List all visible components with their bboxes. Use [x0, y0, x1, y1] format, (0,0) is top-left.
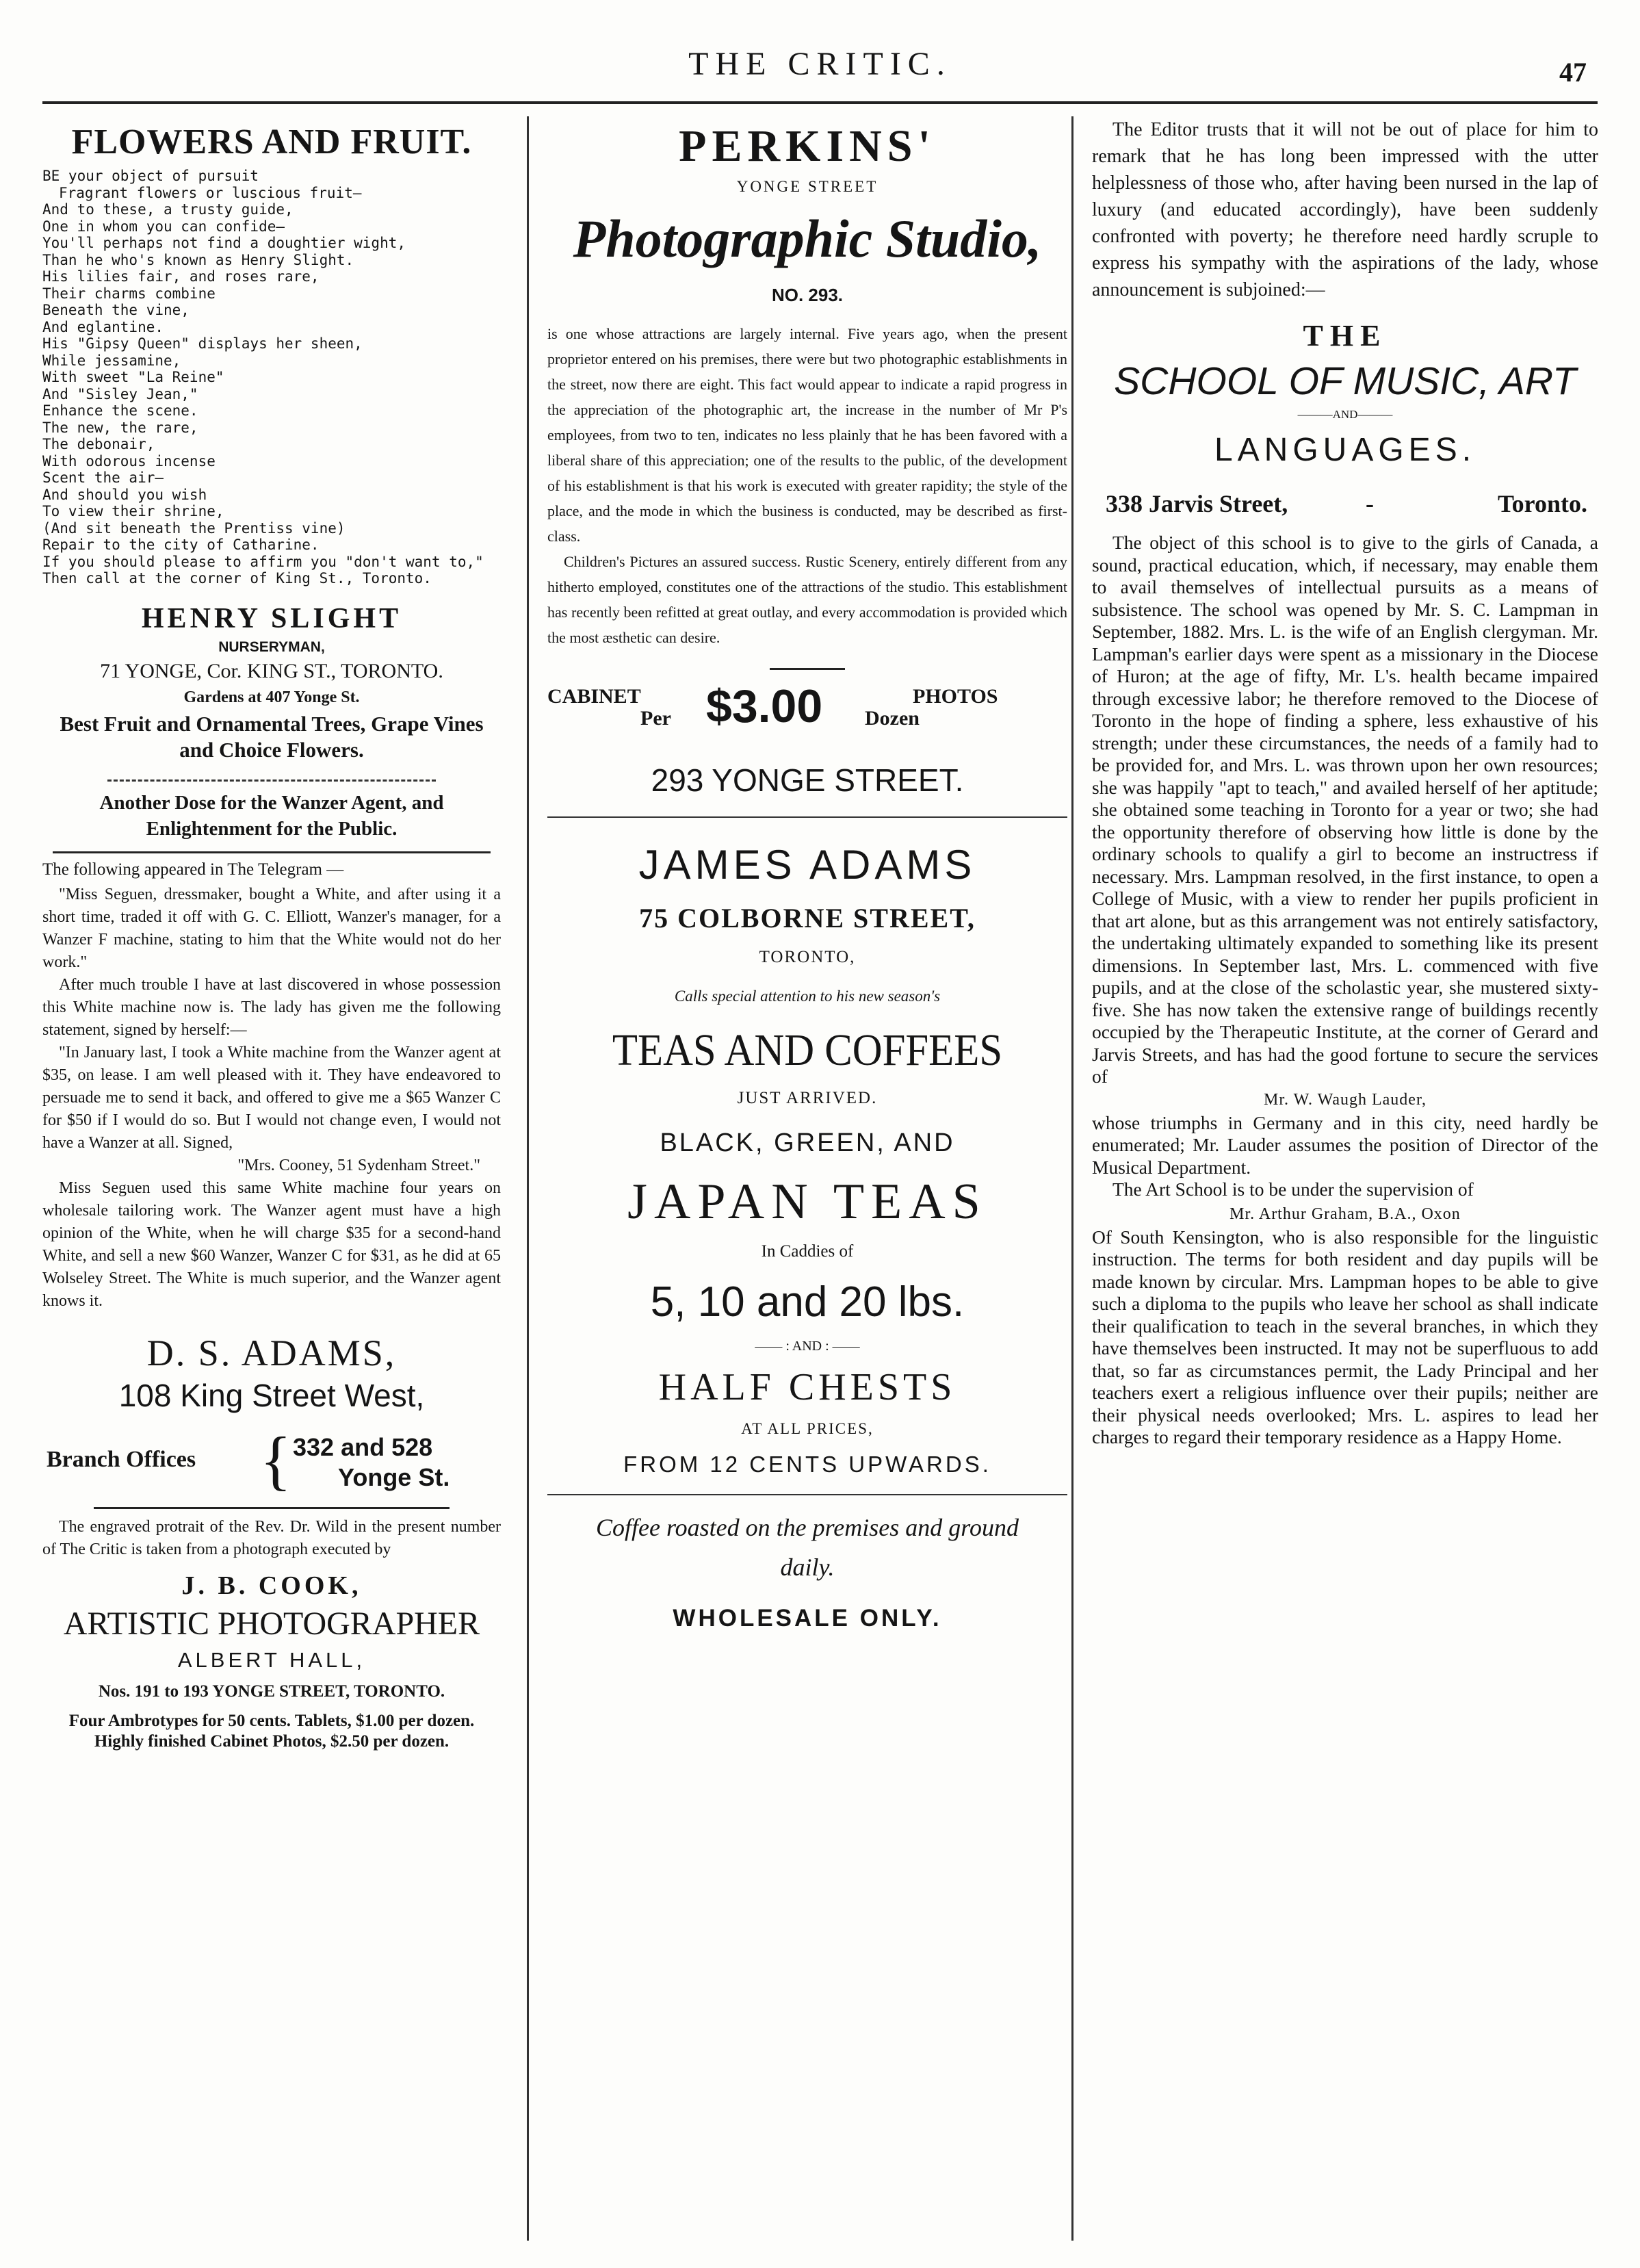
poem-line: You'll perhaps not find a doughtier wight, [42, 235, 406, 251]
divider [547, 1494, 1067, 1495]
caddie-sizes: 5, 10 and 20 lbs. [650, 1278, 965, 1326]
school-address-dash: - [1366, 490, 1374, 517]
price-per: Per [640, 707, 671, 730]
poem-line: Scent the air— [42, 469, 164, 486]
poem-line: Repair to the city of Catharine. [42, 537, 320, 553]
poem-line: And "Sisley Jean," [42, 385, 198, 402]
divider [94, 1507, 450, 1509]
henry-slight-desc: Best Fruit and Ornamental Trees, Grape Vines and Choice Flowers. [60, 711, 484, 762]
price-photos: PHOTOS [913, 685, 998, 708]
school-address-city: Toronto. [1497, 490, 1587, 517]
poem-line: Beneath the vine, [42, 302, 190, 318]
cook-name: J. B. COOK, [181, 1571, 362, 1600]
poem-line: With sweet "La Reine" [42, 369, 224, 385]
poem-line: His "Gipsy Queen" displays her sheen, [42, 335, 363, 352]
cook-address: Nos. 191 to 193 YONGE STREET, TORONTO. [98, 1681, 445, 1701]
just-arrived: JUST ARRIVED. [737, 1089, 878, 1107]
perkins-paragraph: Children's Pictures an assured success. Rustic Scenery, entirely different from any hitherto employed, constitutes one of the attractions of the studio. This establishment has recently been refitted at great outlay, and every accommodation is provided which the most æsthetic can desire. [547, 553, 1067, 646]
cook-prices: Four Ambrotypes for 50 cents. Tablets, $1.00 per dozen. Highly finished Cabinet Photos, $2.50 per dozen. [68, 1711, 475, 1751]
and-label: AND [792, 1339, 822, 1354]
flowers-poem [42, 168, 501, 587]
school-paragraph: Of South Kensington, who is also responsible for the linguistic instruction. The terms for both resident and day pupils will be made known by circular. Mrs. Lampman hopes to be able to give such a diploma to the pupils who leave her school as shall indicate their qualification to teach in the several branches, in which they have themselves been instructed. It may not be superfluous to add that, so far as circumstances permit, the Lady Principal and her teachers exert a religious influence over their pupils; neither are their physical needs overlooked; Mrs. L. aspires to lead her charges to regard their temporary residence as a Happy Home. [1092, 1226, 1598, 1447]
half-chests: HALF CHESTS [658, 1366, 956, 1408]
perkins-address: 293 YONGE STREET. [651, 762, 964, 798]
ds-adams-name: D. S. ADAMS, [146, 1332, 397, 1374]
ds-adams-branches [42, 1423, 501, 1497]
poem-line: The debonair, [42, 436, 155, 452]
poem-line: Then call at the corner of King St., Toronto. [42, 570, 432, 587]
perkins-studio: Photographic Studio, [573, 209, 1042, 268]
poem-line: One in whom you can confide— [42, 218, 285, 235]
brace-glyph: { [260, 1423, 292, 1497]
school-lauder: Mr. W. Waugh Lauder, [1264, 1090, 1427, 1109]
perkins-paragraph: is one whose attractions are largely internal. Five years ago, when the present proprietor entered on his premises, there were but two photographic establishments in the street, now there are eight. This fact would appear to indicate a rapid progress in the appreciation of the photographic art, the increase in the number of Mr P's employees, from two to ten, indicates no less plainly that he has been favored with a liberal share of this appreciation; one of the results to the public, of the development of his establishment is that his work is executed with greater rapidity; the style of the place, and the mode in which the business is conducted, may be described as first-class. [547, 325, 1067, 545]
poem-line: The new, the rare, [42, 419, 198, 436]
cook-intro: The engraved protrait of the Rev. Dr. Wild in the present number of The Critic is taken from a photograph executed by [42, 1517, 501, 1558]
henry-slight-address: 71 YONGE, Cor. KING ST., TORONTO. [100, 659, 443, 682]
column-right [1092, 116, 1598, 1449]
school-address [1092, 489, 1598, 524]
in-caddies: In Caddies of [761, 1242, 854, 1261]
poem-line: His lilies fair, and roses rare, [42, 268, 320, 285]
column-divider [1071, 116, 1073, 2241]
price-value: $3.00 [706, 680, 823, 732]
japan-teas: JAPAN TEAS [627, 1174, 987, 1230]
school-title: SCHOOL OF MUSIC, ART [1114, 359, 1576, 403]
ds-adams-address: 108 King Street West, [118, 1377, 425, 1413]
price-dozen: Dozen [865, 707, 920, 730]
school-graham: Mr. Arthur Graham, B.A., Oxon [1229, 1204, 1461, 1223]
wanzer-paragraph: "Miss Seguen, dressmaker, bought a White, and after using it a short time, traded it off with G. C. Elliott, Wanzer's manager, for a Wanzer F machine, stating to him that the White would not do her work." [42, 885, 501, 971]
poem-line: Enhance the scene. [42, 402, 198, 419]
henry-slight-gardens: Gardens at 407 Yonge St. [183, 688, 360, 706]
wholesale-only: WHOLESALE ONLY. [673, 1605, 942, 1632]
perkins-name: PERKINS' [679, 121, 936, 171]
poem-line: With odorous incense [42, 452, 216, 469]
branch-label: Branch Offices [47, 1446, 196, 1472]
wanzer-intro: The following appeared in The Telegram — [42, 860, 344, 879]
from-cents: FROM 12 CENTS UPWARDS. [623, 1452, 991, 1477]
wanzer-title: Another Dose for the Wanzer Agent, and Enlightenment for the Public. [99, 791, 444, 840]
school-the: THE [1303, 319, 1388, 352]
divider [53, 851, 491, 853]
poem-line: (And sit beneath the Prentiss vine) [42, 519, 346, 537]
header-rule [42, 101, 1598, 104]
at-all-prices: AT ALL PRICES, [741, 1420, 874, 1437]
column-middle [547, 116, 1067, 1632]
school-and-label: AND [1332, 408, 1358, 421]
james-adams-city: TORONTO, [759, 948, 856, 966]
wanzer-paragraph: Miss Seguen used this same White machine four years on wholesale tailoring work. The Wanzer agent must have a high opinion of the White, when he will charge $35 for a second-hand White, and sell a new $60 Wanzer, Wanzer C for $31, as he did at 65 Wolseley Street. The White is much superior, and the Wanzer agent knows it. [42, 1178, 501, 1310]
flowers-title: FLOWERS AND FRUIT. [71, 123, 472, 162]
wanzer-paragraph: After much trouble I have at last discovered in whose possession this White machine now is. The lady has given me the following statement, signed by herself:— [42, 975, 501, 1039]
perkins-price-line [547, 680, 1067, 748]
poem-line: Fragrant flowers or luscious fruit— [59, 184, 362, 201]
james-adams-street: 75 COLBORNE STREET, [639, 903, 976, 933]
and-separator: —— : AND : —— [755, 1339, 860, 1354]
poem-line: Than he who's known as Henry Slight. [42, 251, 354, 268]
editor-note: The Editor trusts that it will not be out of place for him to remark that he has long been impressed with the utter helplessness of those who, after having been nursed in the lap of luxury (and educated accordingly), have been suddenly confronted with poverty; he therefore need hardly scruple to express his sympathy with the aspirations of the lady, whose announcement is subjoined:— [1092, 119, 1598, 300]
column-left [42, 116, 501, 1752]
cook-title: ARTISTIC PHOTOGRAPHER [63, 1605, 480, 1642]
poem-line: To view their shrine, [42, 503, 224, 519]
price-cabinet: CABINET [547, 685, 641, 708]
page-header-title: THE CRITIC. [688, 46, 952, 82]
divider [770, 668, 845, 670]
poem-line: And should you wish [42, 486, 207, 503]
branch-addr-line2: Yonge St. [338, 1462, 450, 1491]
james-adams-name: JAMES ADAMS [638, 842, 976, 888]
school-paragraph: whose triumphs in Germany and in this city, need hardly be enumerated; Mr. Lauder assumes the position of Director of the Musical Department. [1092, 1111, 1598, 1178]
perkins-number: NO. 293. [771, 285, 844, 305]
james-adams-calls: Calls special attention to his new season's [674, 988, 941, 1005]
wanzer-signature: "Mrs. Cooney, 51 Sydenham Street." [237, 1156, 480, 1174]
school-paragraph: The Art School is to be under the supervision of [1112, 1178, 1474, 1200]
page-number: 47 [1559, 57, 1587, 88]
perkins-street: YONGE STREET [736, 178, 878, 195]
henry-slight-title: NURSERYMAN, [218, 639, 325, 655]
tea-types: BLACK, GREEN, AND [660, 1129, 955, 1157]
divider [547, 816, 1067, 818]
poem-line: And to these, a trusty guide, [42, 201, 294, 218]
cook-hall: ALBERT HALL, [177, 1647, 366, 1672]
poem-line: And eglantine. [42, 318, 164, 335]
branch-addr-line1: 332 and 528 [293, 1432, 433, 1461]
poem-line: Their charms combine [42, 285, 216, 302]
divider [107, 779, 436, 782]
teas-coffees: TEAS AND COFFEES [612, 1025, 1003, 1075]
school-paragraph: The object of this school is to give to the girls of Canada, a sound, practical education, which, if necessary, may enable them to avail themselves of intellectual pursuits as a means of subsistence. The school was opened by Mr. S. C. Lampman in September, 1882. Mrs. L. is the wife of an English clergyman. Mr. Lampman's earlier days were spent as a missionary in the Diocese of Huron; at the age of fifty, Mr. L's. health became impaired through excessive labor; he therefore removed to the Diocese of Toronto in the hope of finding a sphere, less exhaustive of his strength; under these circumstances, the needs of a family had to be provided for, and Mrs. L. was thrown upon her own resources; she was happily "apt to teach," and availed herself of her aptitude; she obtained some teaching in Toronto for a year or two; she had the opportunity therefore of observing how little is done by the ordinary schools to qualify a girl to become an instructress if necessary. Mrs. Lampman resolved, in the first instance, to open a College of Music, with a view to render her pupils proficient in that art alone, but as this arrangement was not entirely satisfactory, the undertaking ultimately expanded to something like its present dimensions. In September last, Mrs. L. commenced with five pupils, and at the close of the scholastic year, she mustered sixty-five. She has now taken the extensive range of buildings recently occupied by the Therapeutic Institute, at the corner of Gerard and Jarvis Streets, and has had the good fortune to secure the services of [1092, 532, 1598, 1087]
coffee-roasted: Coffee roasted on the premises and ground daily. [596, 1514, 1019, 1581]
school-and-separator: ———AND——— [1297, 408, 1393, 421]
poem-line: If you should please to affirm you "don't want to," [42, 553, 484, 570]
wanzer-paragraph: "In January last, I took a White machine from the Wanzer agent at $35, on lease. I am well pleased with it. They have endeavored to persuade me to send it back, and offered to give me a $65 Wanzer C for $50 if I would do so. But I would not change even, I would not have a Wanzer at all. Signed, [42, 1043, 501, 1152]
henry-slight-name: HENRY SLIGHT [141, 602, 402, 634]
column-divider [527, 116, 529, 2241]
poem-line: While jessamine, [42, 352, 181, 369]
poem-line: BE your object of pursuit [42, 168, 259, 184]
school-address-street: 338 Jarvis Street, [1106, 490, 1288, 517]
school-languages: LANGUAGES. [1214, 432, 1476, 468]
